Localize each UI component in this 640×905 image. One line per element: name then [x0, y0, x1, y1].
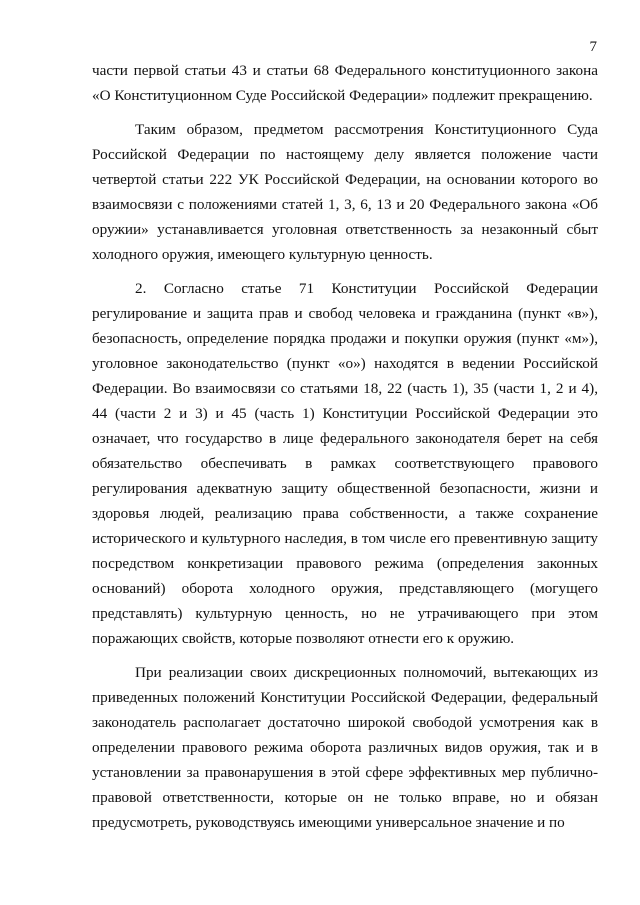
document-body [92, 58, 598, 835]
page-number: 7 [589, 39, 597, 55]
paragraph-subject-of-review: Таким образом, предметом рассмотрения Конституционного Суда Российской Федерации по настоящему делу является положение части четвертой статьи 222 УК Российской Федерации, на основании которого во взаимосвязи с положениями статей 1, 3, 6, 13 и 20 Федерального закона «Об оружии» устанавливается уголовная ответственность за незаконный сбыт холодного оружия, имеющего культурную ценность. [92, 121, 598, 263]
paragraph-article-71: 2. Согласно статье 71 Конституции Российской Федерации регулирование и защита прав и свобод человека и гражданина (пункт «в»), безопасность, определение порядка продажи и покупки оружия (пункт «м»), уголовное законодательство (пункт «о») находятся в ведении Российской Федерации. Во взаимосвязи со статьями 18, 22 (часть 1), 35 (части 1, 2 и 4), 44 (части 2 и 3) и 45 (часть 1) Конституции Российской Федерации это означает, что государство в лице федерального законодателя берет на себя обязательство обеспечивать в рамках соответствующего правового регулирования адекватную защиту общественной безопасности, жизни и здоровья людей, реализацию права собственности, а также сохранение исторического и культурного наследия, в том числе его превентивную защиту посредством конкретизации правового режима (определения законных оснований) оборота холодного оружия, представляющего (могущего представлять) культурную ценность, но не утрачивающего при этом поражающих свойств, которые позволяют отнести его к оружию. [92, 280, 598, 647]
paragraph-continuation: части первой статьи 43 и статьи 68 Федерального конституционного закона «О Конституционном Суде Российской Федерации» подлежит прекращению. [92, 62, 598, 104]
paragraph-discretionary-powers: При реализации своих дискреционных полномочий, вытекающих из приведенных положений Конституции Российской Федерации, федеральный законодатель располагает достаточно широкой свободой усмотрения как в определении правового режима оборота различных видов оружия, так и в установлении за правонарушения в этой сфере эффективных мер публично-правовой ответственности, которые он не только вправе, но и обязан предусмотреть, руководствуясь имеющими универсальное значение и по [92, 664, 598, 831]
